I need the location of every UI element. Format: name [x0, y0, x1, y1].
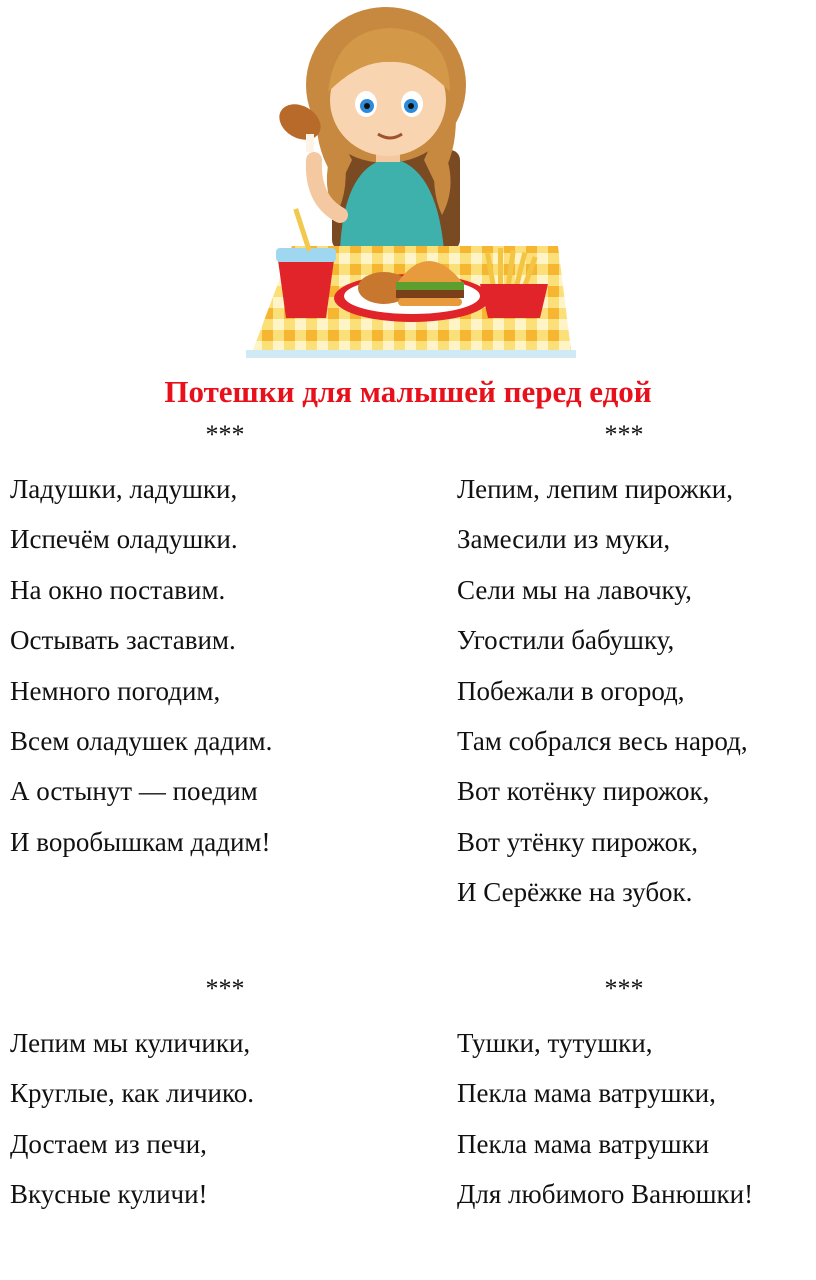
poem-line: Пекла мама ватрушки,: [457, 1078, 716, 1109]
poem-line: Ладушки, ладушки,: [10, 474, 238, 504]
poem-line: Замесили из муки,: [457, 524, 671, 555]
poem-line: Побежали в огород,: [457, 675, 685, 706]
stanza-separator: ***: [604, 420, 644, 449]
stanza-separator: ***: [604, 974, 644, 1003]
poem-line: И Серёжке на зубок.: [457, 877, 693, 908]
poem-line: На окно поставим.: [10, 574, 226, 605]
poem-line: Вот утёнку пирожок,: [457, 826, 698, 857]
poem-line: Достаем из печи,: [10, 1128, 207, 1159]
poem-line: А остынут — поедим: [10, 776, 258, 807]
page-title: Потешки для малышей перед едой: [164, 374, 652, 409]
poem-line: Там собрался весь народ,: [457, 726, 748, 756]
poem-line: Испечём оладушки.: [10, 524, 238, 555]
poem-line: Всем оладушек дадим.: [10, 726, 273, 756]
poem-line: Тушки, тутушки,: [457, 1028, 653, 1058]
stanza-separator: ***: [205, 420, 245, 449]
poem-line: Круглые, как личико.: [10, 1078, 254, 1109]
poem-line: Вот котёнку пирожок,: [457, 776, 710, 807]
poem-line: Остывать заставим.: [10, 625, 236, 656]
poem-line: Немного погодим,: [10, 675, 221, 706]
poem-line: Лепим, лепим пирожки,: [457, 474, 733, 504]
girl-eating-fast-food-icon: [240, 0, 580, 362]
poem-line: Для любимого Ванюшки!: [457, 1179, 754, 1210]
girl-eating-illustration: [240, 0, 580, 362]
poem-line: Вкусные куличи!: [10, 1179, 208, 1210]
stanza-separator: ***: [205, 974, 245, 1003]
poem-line: Сели мы на лавочку,: [457, 574, 692, 605]
poem-line: И воробышкам дадим!: [10, 826, 271, 857]
poem-line: Пекла мама ватрушки: [457, 1128, 710, 1159]
poem-line: Угостили бабушку,: [457, 625, 675, 656]
poem-line: Лепим мы куличики,: [10, 1028, 251, 1058]
